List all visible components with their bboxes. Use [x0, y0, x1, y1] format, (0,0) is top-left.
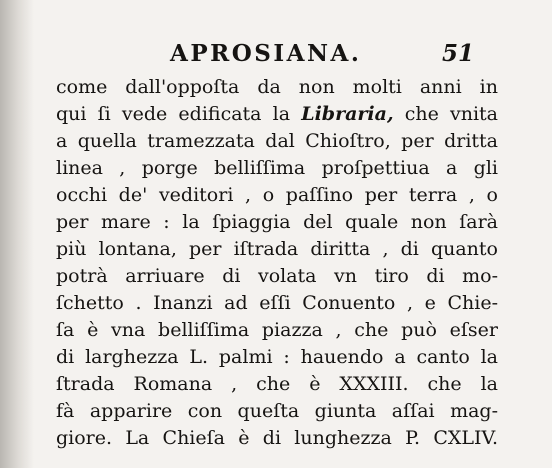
text-line: più lontana, per iſtrada diritta , di quanto — [56, 238, 498, 260]
text-line: potrà arriuare di volata vn tiro di mo- — [56, 265, 498, 287]
text-line: ſchetto . Inanzi ad eſſi Conuento , e Chie- — [56, 292, 498, 314]
page-number: 51 — [442, 40, 475, 67]
text-line: qui ſi vede edificata la Libraria, che vnita — [56, 103, 498, 125]
text-line: linea , porge belliſſima proſpettiua a gli — [56, 157, 498, 179]
text-line: per mare : la ſpiaggia del quale non ſarà — [56, 211, 498, 233]
binding-gutter-shadow — [0, 0, 34, 468]
text-line: ſa è vna belliſſima piazza , che può eſser — [56, 319, 498, 341]
text-line: fà apparire con queſta giunta aſſai mag- — [56, 400, 498, 422]
italic-word-libraria: Libraria, — [301, 103, 394, 125]
text-line: a quella tramezzata dal Chioſtro, per dritta — [56, 130, 498, 152]
text-line: di larghezza L. palmi : hauendo a canto la — [56, 346, 498, 368]
running-title: APROSIANA. — [170, 40, 362, 67]
text-line: giore. La Chieſa è di lunghezza P. CXLIV. — [56, 427, 498, 449]
page-header — [170, 40, 500, 70]
text-line: occhi de' veditori , o paſſino per terra , o — [56, 184, 498, 206]
body-text — [56, 74, 498, 452]
text-line: ſtrada Romana , che è XXXIII. che la — [56, 373, 498, 395]
text-line: come dall'oppoſta da non molti anni in — [56, 76, 498, 98]
